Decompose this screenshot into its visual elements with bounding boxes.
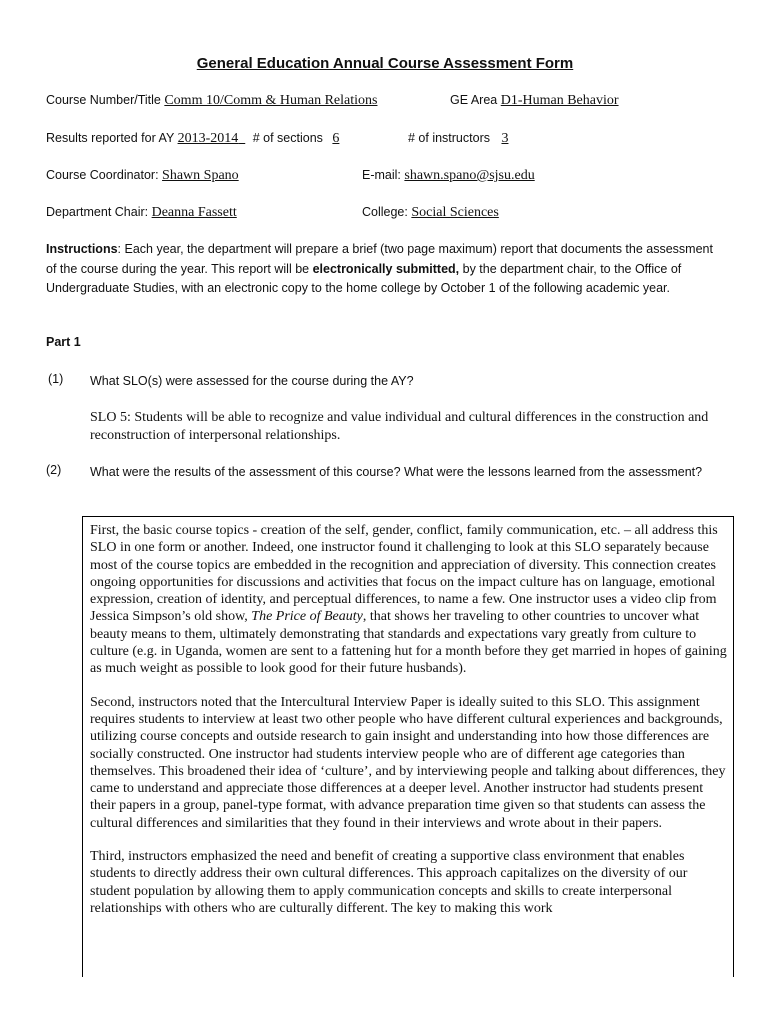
instructors-value: 3 [501, 131, 509, 146]
chair-label: Department Chair: [46, 205, 149, 219]
instructions-paragraph [46, 240, 726, 299]
question-1-answer: SLO 5: Students will be able to recognize and value individual and cultural differences in the construction and reconstruction of interpersonal relationships. [90, 410, 709, 443]
answer-paragraph-2: Second, instructors noted that the Intercultural Interview Paper is ideally suited to this SLO. This assignment requires students to interview at least two other people who have different cultural experiences and backgrounds, utilizing course concepts and outside research to gain insight and understanding into how those differences are socially constructed. One instructor had students interview people who are of different age categories than themselves. This broadened their idea of ‘culture’, and by interviewing people and talking about differences, they came to understand and appreciate those differences at a deeper level. Another instructor had students present their papers in a group, panel-type format, with advance preparation time given so that students can assess the cultural differences and similarities that they found in their interviews and wrote about in their papers. [90, 694, 726, 831]
coordinator-row [46, 168, 239, 184]
email-label: E-mail: [362, 168, 401, 182]
instructions-bold: electronically submitted, [312, 261, 460, 276]
show-title: The Price of Beauty [251, 609, 363, 625]
course-label: Course Number/Title [46, 93, 161, 107]
ay-label: Results reported for AY [46, 131, 175, 145]
chair-value: Deanna Fassett [151, 205, 237, 220]
course-value: Comm 10/Comm & Human Relations [164, 93, 378, 108]
answer-box [82, 516, 734, 977]
college-row [362, 205, 499, 221]
instructors-row [408, 131, 508, 147]
instructions-text-1: : Each year, the department will prepare a brief (two page maximum) report that documents the assessment of the course during the year. This report will be [46, 242, 713, 276]
page-title: General Education Annual Course Assessment Form [196, 55, 574, 72]
course-row [46, 93, 377, 109]
coordinator-value: Shawn Spano [162, 168, 239, 183]
instructors-label: # of instructors [408, 131, 490, 145]
email-row [362, 168, 535, 184]
ge-area-row [450, 93, 619, 109]
college-value: Social Sciences [411, 205, 499, 220]
email-value: shawn.spano@sjsu.edu [404, 168, 535, 183]
sections-value: 6 [332, 131, 340, 146]
coordinator-label: Course Coordinator: [46, 168, 159, 182]
instructions-text-2: by the department chair, to the Office of Undergraduate Studies, with an electronic copy to the home college by October 1 of the following academic year. [46, 261, 682, 295]
ge-area-label: GE Area [450, 93, 498, 107]
question-1-number: (1) [48, 372, 64, 386]
chair-row [46, 205, 306, 221]
instructions-label: Instructions [46, 242, 118, 256]
question-2-number: (2) [46, 463, 62, 477]
question-2-text: What were the results of the assessment of this course? What were the lessons learned from the assessment? [90, 465, 703, 479]
ay-value: 2013-2014 [177, 131, 239, 146]
answer-paragraph-3: Third, instructors emphasized the need and benefit of creating a supportive class environment that enables students to directly address their own cultural differences. This approach capitalizes on the diversity of our student population by allowing them to apply communication concepts and skills to create interpersonal relationships with others who are culturally different. The key to making this work [90, 849, 688, 916]
answer-paragraph-1: First, the basic course topics - creation of the self, gender, conflict, family communication, etc. – all address this SLO in one form or another. Indeed, one instructor found it challenging to look at this SLO separately because most of the course topics are embedded in the recognition and appreciation of diversity. This connection creates ongoing opportunities for discussions and activities that focus on the impact culture has on language, emotional expression, creation of identity, and perceptual differences, to name a few. One instructor uses a video clip from Jessica Simpson’s old show, The Price of Beauty, that shows her traveling to other countries to uncover what beauty means to them, ultimately demonstrating that standards and expectations vary greatly from culture to culture (e.g. in Uganda, women are sent to a fattening hut for a month before they get married in hopes of gaining as much weight as possible to look good for their future husbands). [90, 523, 727, 677]
part-heading: Part 1 [46, 335, 81, 349]
ge-area-value: D1-Human Behavior [500, 93, 619, 108]
college-label: College: [362, 205, 408, 219]
ay-row [46, 131, 339, 147]
sections-label: # of sections [252, 131, 323, 145]
question-1-text: What SLO(s) were assessed for the course during the AY? [90, 374, 414, 388]
